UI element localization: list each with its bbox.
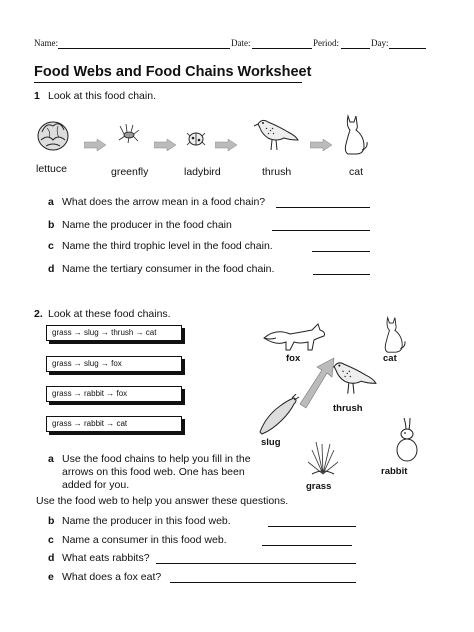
food-chain-box: grass → slug → fox (46, 356, 182, 372)
lettuce-icon (36, 114, 70, 152)
date-label: Date: (231, 38, 251, 48)
day-label: Day: (371, 38, 389, 48)
q1b-letter: b (48, 219, 55, 231)
q1d-text: Name the tertiary consumer in the food chain. (62, 263, 275, 275)
date-field[interactable] (252, 48, 312, 49)
q2c-letter: c (48, 534, 54, 546)
web-label-grass: grass (306, 481, 332, 492)
food-chain-box: grass → slug → thrush → cat (46, 325, 182, 341)
q2a-letter: a (48, 453, 54, 465)
q1-prompt: Look at this food chain. (48, 90, 156, 102)
q2d-text: What eats rabbits? (62, 552, 150, 564)
q2b-answer-line[interactable] (268, 526, 356, 527)
thrush-icon (254, 114, 300, 152)
q2b-text: Name the producer in this food web. (62, 515, 231, 527)
q1c-answer-line[interactable] (312, 251, 370, 252)
organism-label: cat (349, 166, 364, 178)
organism-label: ladybird (184, 166, 221, 178)
chain-arrow-icon (215, 139, 237, 151)
q2c-answer-line[interactable] (262, 545, 352, 546)
organism-label: greenfly (111, 166, 149, 178)
cat-icon (378, 314, 410, 354)
web-label-rabbit: rabbit (381, 466, 408, 477)
q2c-text: Name a consumer in this food web. (62, 534, 227, 546)
cat-icon (340, 112, 370, 156)
q2e-answer-line[interactable] (170, 582, 356, 583)
chain-arrow-icon (310, 139, 332, 151)
web-label-fox: fox (286, 353, 301, 364)
period-field[interactable] (341, 48, 370, 49)
q2-number: 2. (34, 308, 43, 320)
fox-icon (262, 322, 328, 354)
title-underline (34, 82, 302, 83)
q1a-text: What does the arrow mean in a food chain? (62, 196, 266, 208)
name-label: Name: (34, 38, 58, 48)
slug-icon (256, 394, 300, 436)
organism-label: thrush (262, 166, 292, 178)
q1a-answer-line[interactable] (276, 207, 370, 208)
period-label: Period: (313, 38, 339, 48)
q2d-letter: d (48, 552, 55, 564)
header-fields (34, 38, 440, 52)
q2e-letter: e (48, 571, 54, 583)
q1a-letter: a (48, 196, 54, 208)
day-field[interactable] (389, 48, 426, 49)
q1d-letter: d (48, 263, 55, 275)
greenfly-icon (118, 122, 140, 144)
thrush-icon (330, 354, 378, 398)
q1b-text: Name the producer in the food chain (62, 219, 232, 231)
name-field[interactable] (58, 48, 230, 49)
q1c-text: Name the third trophic level in the food chain. (62, 240, 273, 252)
q1b-answer-line[interactable] (272, 230, 370, 231)
q1-number: 1 (34, 90, 40, 102)
organism-label: lettuce (36, 163, 67, 175)
web-label-thrush: thrush (333, 403, 363, 414)
food-chain-box: grass → rabbit → cat (46, 416, 182, 432)
food-web-arrow-icon (296, 356, 336, 410)
q1c-letter: c (48, 240, 54, 252)
q2b-letter: b (48, 515, 55, 527)
food-chain-box: grass → rabbit → fox (46, 386, 182, 402)
q2e-text: What does a fox eat? (62, 571, 162, 583)
grass-icon (306, 440, 340, 476)
chain-arrow-icon (154, 139, 176, 151)
q2-followup: Use the food web to help you answer these questions. (36, 495, 289, 507)
web-label-cat: cat (383, 353, 397, 364)
q2d-answer-line[interactable] (156, 563, 356, 564)
worksheet-title: Food Webs and Food Chains Worksheet (34, 64, 312, 80)
q1d-answer-line[interactable] (313, 274, 370, 275)
q2a-instruction: Use the food chains to help you fill in the arrows on this food web. One has been added for you. (62, 453, 251, 491)
chain-arrow-icon (84, 139, 106, 151)
rabbit-icon (394, 416, 420, 462)
ladybird-icon (186, 128, 206, 148)
web-label-slug: slug (261, 437, 281, 448)
q2-prompt: Look at these food chains. (48, 308, 171, 320)
